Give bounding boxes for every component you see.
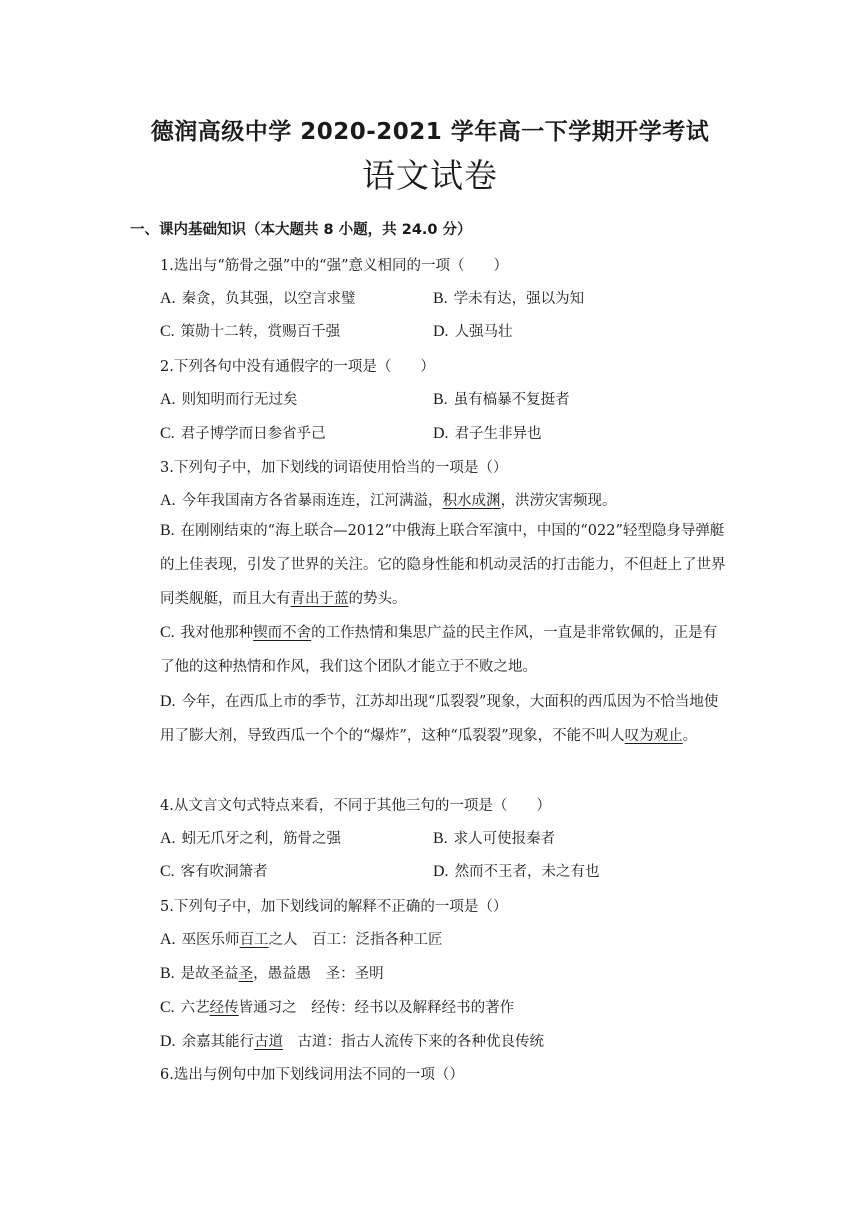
option-text: 则知明而行无过矣 (181, 392, 298, 408)
q3-option-c: C. 我对他那种锲而不舍的工作热情和集思广益的民主作风，一直是非常钦佩的，正是有了他的这种热情和作风，我们这个团队才能立于不败之地。 (160, 624, 718, 675)
option-letter: C. (160, 323, 175, 340)
q5-option-a: A. 巫医乐师百工之人 百工：泛指各种工匠 (160, 931, 443, 948)
q4-option-b (433, 827, 555, 848)
section-heading: 一、课内基础知识（本大题共 8 小题，共 24.0 分） (130, 222, 472, 238)
q5-stem: 5.下列句子中，加下划线词的解释不正确的一项是（） (160, 899, 508, 915)
underlined-term: 经传 (209, 1000, 239, 1016)
q2-option-b (433, 388, 570, 409)
q1-option-b (433, 287, 584, 308)
option-text: 虽有槁暴不复挺者 (453, 392, 570, 408)
q5-option-c: C. 六艺经传皆通习之 经传：经书以及解释经书的著作 (160, 999, 515, 1016)
option-text: 秦贪，负其强，以空言求璧 (181, 291, 356, 307)
underlined-term: 叹为观止 (624, 728, 683, 744)
option-text: 然而不王者，未之有也 (454, 864, 600, 880)
underlined-term: 积水成渊 (442, 493, 501, 509)
q3-option-b: B. 在刚刚结束的“海上联合—2012”中俄海上联合军演中，中国的“022”轻型隐身导弹艇的上佳表现，引发了世界的关注。它的隐身性能和机动灵活的打击能力，不但赶上了世界同类舰艇，而且大有青出于蓝的势头。 (160, 522, 726, 607)
option-letter: D. (433, 323, 449, 340)
option-text: 蚓无爪牙之利，筋骨之强 (181, 831, 342, 847)
option-letter: C. (160, 863, 175, 880)
q4-option-d (433, 860, 600, 881)
q4-option-a (160, 827, 341, 848)
q2-option-c (160, 422, 326, 443)
option-letter: A. (160, 492, 176, 509)
option-letter: D. (433, 425, 449, 442)
q4-option-c (160, 860, 268, 881)
option-text: 求人可使报秦者 (453, 831, 556, 847)
option-letter: C. (160, 624, 175, 641)
option-letter: A. (160, 931, 176, 948)
option-text: 客有吹洞箫者 (180, 864, 268, 880)
option-text: 学未有达，强以为知 (453, 291, 585, 307)
option-letter: D. (433, 863, 449, 880)
option-letter: A. (160, 391, 176, 408)
exam-title: 德润高级中学 2020-2021 学年高一下学期开学考试 (150, 119, 710, 145)
option-letter: D. (160, 693, 176, 710)
option-letter: C. (160, 999, 175, 1016)
option-letter: A. (160, 830, 176, 847)
option-letter: C. (160, 425, 175, 442)
option-text: 君子博学而日参省乎己 (180, 426, 326, 442)
option-letter: A. (160, 290, 176, 307)
option-text: 君子生非异也 (454, 426, 542, 442)
q4-stem: 4.从文言文句式特点来看，不同于其他三句的一项是（ ） (160, 798, 551, 814)
q1-option-d (433, 320, 513, 341)
q2-option-d (433, 422, 542, 443)
option-text: 策勋十二转，赏赐百千强 (180, 324, 341, 340)
option-letter: B. (433, 290, 448, 307)
q3-option-d: D. 今年，在西瓜上市的季节，江苏却出现“瓜裂裂”现象，大面积的西瓜因为不恰当地使用了膨大剂，导致西瓜一个个的“爆炸”，这种“瓜裂裂”现象，不能不叫人叹为观止。 (160, 693, 719, 744)
option-letter: B. (160, 965, 175, 982)
underlined-term: 青出于蓝 (290, 591, 349, 607)
q6-stem: 6.选出与例句中加下划线词用法不同的一项（） (160, 1067, 464, 1083)
q1-option-c (160, 320, 340, 341)
q3-option-a: A. 今年我国南方各省暴雨连连，江河满溢，积水成渊，洪涝灾害频现。 (160, 492, 617, 509)
option-text: 人强马壮 (454, 324, 513, 340)
q2-option-a (160, 388, 298, 409)
q5-option-b: B. 是故圣益圣，愚益愚 圣：圣明 (160, 965, 384, 982)
underlined-term: 古道 (254, 1034, 284, 1050)
underlined-term: 圣 (238, 966, 254, 982)
option-letter: D. (160, 1033, 176, 1050)
option-letter: B. (433, 830, 448, 847)
exam-subtitle: 语文试卷 (362, 156, 498, 195)
option-letter: B. (160, 522, 175, 539)
q1-option-a (160, 287, 356, 308)
q3-stem: 3.下列句子中，加下划线的词语使用恰当的一项是（） (160, 460, 508, 476)
underlined-term: 百工 (239, 932, 269, 948)
q2-stem: 2.下列各句中没有通假字的一项是（ ） (160, 359, 435, 375)
option-letter: B. (433, 391, 448, 408)
q5-option-d: D. 余嘉其能行古道 古道：指古人流传下来的各种优良传统 (160, 1033, 545, 1050)
q1-stem: 1.选出与“筋骨之强”中的“强”意义相同的一项（ ） (160, 258, 508, 274)
underlined-term: 锲而不舍 (253, 625, 312, 641)
